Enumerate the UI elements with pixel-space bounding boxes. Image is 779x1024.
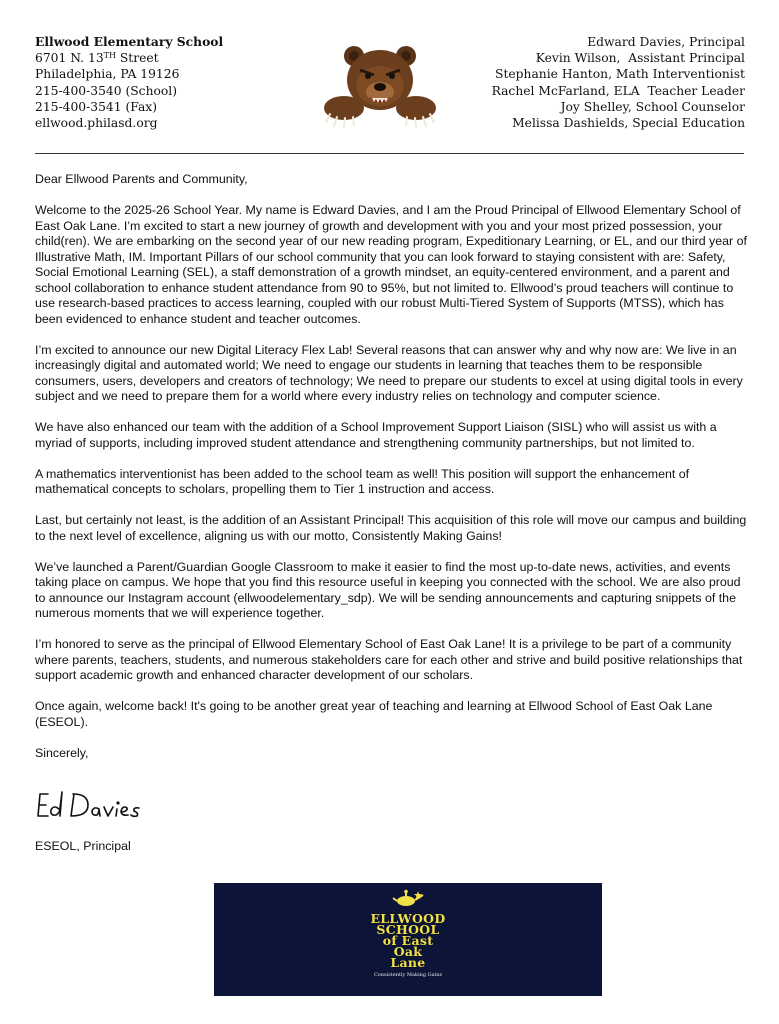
street-number: 6701 N. 13: [35, 51, 104, 66]
letter-paragraph: Welcome to the 2025-26 School Year. My name is Edward Davies, and I am the Proud Principal of Ellwood Elementary School of East Oak Lane. I’m excited to start a new journey of growth and development with you and your most prized possession, your child(ren). We are embarking on the second year of our new reading program, Expeditionary Learning, or EL, and our third year of Illustrative Math, IM. Important Pillars of our school community that you can look forward to staying consistent with are: Safety, Social Emotional Learning (SEL), a staff demonstration of a growth mindset, an equity-centered environment, and a parent and school collaboration to enhance student attendance from 90 to 95%, but not limited to. Ellwood’s proud teachers will continue to use research-based practices to access learning, coupled with our robust Multi-Tiered System of Supports (MTSS), which has been evidenced to enhance student and teacher outcomes.: [35, 203, 747, 326]
letter-paragraph: We have also enhanced our team with the addition of a School Improvement Support Liaison (SISL) who will assist us with a myriad of supports, including improved student attendance and strengthening community partnerships, but not limited to.: [35, 420, 717, 450]
school-address-block: [35, 34, 223, 131]
school-fax: 215-400-3541 (Fax): [35, 99, 158, 114]
staff-member: Edward Davies, Principal: [587, 35, 745, 49]
signer-title: ESEOL, Principal: [35, 839, 131, 853]
staff-member: Joy Shelley, School Counselor: [560, 99, 745, 114]
lamp-emblem-icon: [392, 889, 424, 909]
letter-paragraph: I’m honored to serve as the principal of Ellwood Elementary School of East Oak Lane! It is a privilege to be part of a community where parents, teachers, students, and numerous stakeholders care for each other and strive and build positive relationships that support academic growth and enhanced character development of our scholars.: [35, 637, 743, 682]
logo-line: Lane: [390, 955, 426, 970]
school-website: ellwood.philasd.org: [35, 116, 158, 131]
staff-member: Rachel McFarland, ELA Teacher Leader: [491, 83, 745, 98]
letterhead: [0, 0, 779, 150]
staff-member: Melissa Dashields, Special Education: [512, 116, 745, 131]
staff-member: Kevin Wilson, Assistant Principal: [535, 51, 745, 66]
handwritten-signature: [36, 788, 156, 824]
logo-motto: Consistently Making Gains: [373, 972, 443, 978]
letter-greeting: Dear Ellwood Parents and Community,: [35, 172, 248, 186]
logo-line: SCHOOL: [376, 922, 440, 937]
letter-closing: Sincerely,: [35, 745, 89, 760]
school-phone: 215-400-3540 (School): [35, 83, 178, 98]
staff-member: Stephanie Hanton, Math Interventionist: [495, 67, 745, 82]
letter-paragraph: I’m excited to announce our new Digital Literacy Flex Lab! Several reasons that can answer why and why now are: We live in an increasingly digital and automated world; We need to engage our students in learning that teaches them to be responsible consumers, users, developers and creators of technology; We need to prepare our students to excel at using digital tools in every subject and we need to prepare them for a world where every industry relies on technology and computer science.: [35, 342, 743, 403]
logo-line: of East: [382, 933, 434, 948]
staff-list: [492, 34, 745, 131]
letter-body: [35, 172, 747, 777]
letter-paragraph: A mathematics interventionist has been added to the school team as well! This position will support the enhancement of mathematical concepts to scholars, propelling them to Tier 1 instruction and access.: [35, 466, 690, 496]
logo-line: ELLWOOD: [370, 911, 446, 926]
school-logo: [214, 883, 602, 996]
letter-paragraph: Once again, welcome back! It's going to be another great year of teaching and learning at Ellwood School of East Oak Lane (ESEOL).: [35, 699, 713, 729]
school-name: Ellwood Elementary School: [35, 34, 224, 49]
street-suffix: TH: [103, 51, 116, 61]
letter-paragraph: We’ve launched a Parent/Guardian Google Classroom to make it easier to find the most up-to-date news, activities, and events taking place on campus. We hope that you find this resource useful in keeping you connected with the school. We are also proud to announce our Instagram account (ellwoodelementary_sdp). We will be sending announcements and capturing snippets of the numerous moments that we will experience together.: [35, 559, 741, 620]
street-address: [35, 50, 223, 66]
logo-line: Oak: [393, 944, 423, 959]
bear-mascot-icon: [322, 42, 438, 128]
header-divider: [35, 153, 744, 154]
letter-paragraph: Last, but certainly not least, is the addition of an Assistant Principal! This acquisition of this role will move our campus and building to the next level of excellence, aligning us with our motto, Consistently Making Gains!: [35, 513, 747, 543]
street-name: Street: [115, 51, 159, 66]
city-line: Philadelphia, PA 19126: [35, 67, 180, 82]
